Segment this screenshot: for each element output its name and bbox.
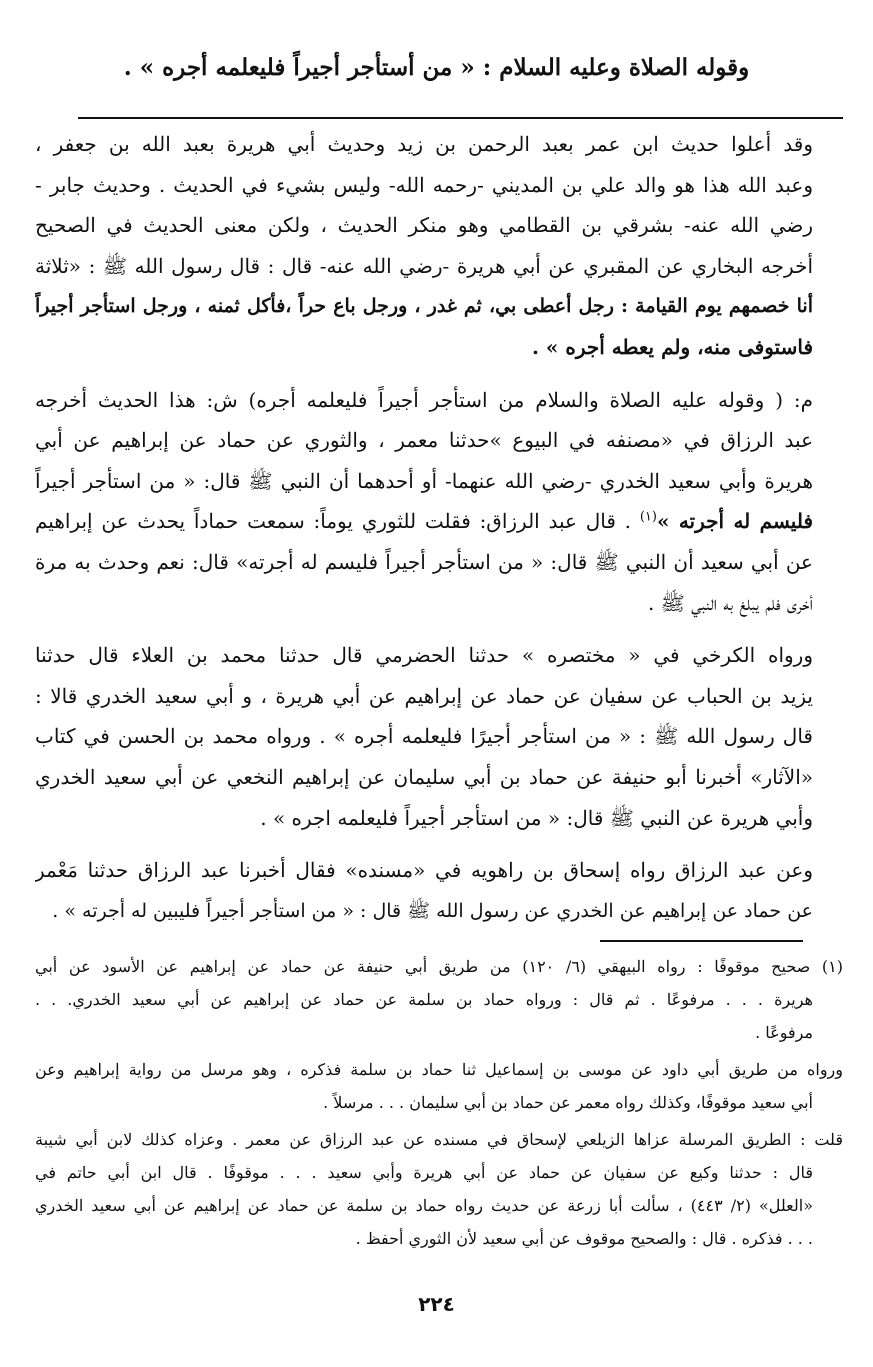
- footnote-line: «العلل» (٢/ ٤٤٣) ، سألت أبا زرعة عن حديث رواه حماد بن سلمة عن حماد عن إبراهيم عن أبي سعيد الخدري: [35, 1196, 813, 1215]
- footnote-line: قال : حدثنا وكيع عن سفيان عن حماد عن أبي هريرة وأبي سعيد . . . موقوفًا . قال ابن أبي حاتم في: [35, 1163, 813, 1182]
- text-segment: . قال عبد الرزاق: فقلت للثوري يوماً: سمعت حماداً يحدث عن إبراهيم: [35, 509, 640, 534]
- text-line: أخرجه البخاري عن المقبري عن أبي هريرة -رضي الله عنه- قال : قال رسول الله ﷺ : «ثلاثة: [35, 253, 813, 278]
- text-line: ورواه الكرخي في « مختصره » حدثنا الحضرمي قال حدثنا محمد بن العلاء قال حدثنا: [35, 643, 813, 668]
- hadith-quote-line: فاستوفى منه، ولم يعطه أجره » .: [531, 334, 813, 359]
- text-line: عن أبي سعيد أن النبي ﷺ قال: « من استأجر أجيراً فليسم له أجرته» قال: نعم وحدث به مرة: [35, 549, 813, 574]
- footnote-1: [35, 950, 843, 1049]
- footnote-line: هريرة . . . مرفوعًا . ثم قال : ورواه حماد بن سلمة عن حماد عن إبراهيم عن أبي سعيد الخدري. . .: [35, 990, 813, 1009]
- footnote-line: (١) صحيح موقوفًا : رواه البيهقي (٦/ ١٢٠) من طريق أبي حنيفة عن حماد عن إبراهيم عن الأسود عن أبي: [35, 957, 843, 976]
- paragraph-2: [35, 380, 813, 624]
- header-divider: [78, 117, 843, 119]
- footnote-reference: (١): [639, 509, 657, 525]
- text-line: م: ( وقوله عليه الصلاة والسلام من استأجر أجيراً فليعلمه أجره) ش: هذا الحديث أخرجه: [35, 387, 813, 412]
- text-line: «الآثار» أخبرنا أبو حنيفة عن حماد بن أبي سليمان عن إبراهيم النخعي عن أبي سعيد الخدري: [35, 764, 813, 789]
- hadith-quote-line: أنا خصمهم يوم القيامة : رجل أعطى بي، ثم غدر ، ورجل باع حراً ،فأكل ثمنه ، ورجل استأجر أجيراً: [35, 295, 813, 318]
- hadith-quote: فليسم له أجرته »: [656, 509, 813, 534]
- text-line: عبد الرزاق في «مصنفه في البيوع »حدثنا معمر ، والثوري عن حماد عن إبراهيم عن أبي: [35, 428, 813, 453]
- text-line: رضي الله عنه- بشرقي بن القطامي وهو منكر الحديث ، ولكن معنى الحديث في الصحيح: [35, 213, 813, 238]
- text-line: وعن عبد الرزاق رواه إسحاق بن راهويه في «مسنده» فقال أخبرنا عبد الرزاق حدثنا مَعْمر: [35, 858, 813, 883]
- footnote-continuation: [35, 1053, 843, 1119]
- footnote-line: . . . فذكره . قال : والصحيح موقوف عن أبي سعيد لأن الثوري أحفظ .: [355, 1229, 813, 1248]
- text-line: [35, 501, 813, 542]
- text-line: يزيد بن الحباب عن سفيان عن حماد عن إبراهيم عن أبي هريرة ، و أبي سعيد الخدري قالا :: [35, 683, 813, 708]
- footnote-note: [35, 1123, 843, 1255]
- paragraph-4: [35, 850, 813, 931]
- header-title: وقوله الصلاة وعليه السلام : « من أستأجر أجيراً فليعلمه أجره » .: [123, 54, 750, 81]
- text-line: وعبد الله هذا هو والد علي بن المديني -رحمه الله- وليس بشيء في الحديث . وحديث جابر -: [35, 172, 813, 197]
- text-line: هريرة وأبي سعيد الخدري -رضي الله عنهما- أو أحدهما أن النبي ﷺ قال: « من استأجر أجيراً: [35, 468, 813, 493]
- page-number: ٢٢٤: [418, 1292, 455, 1316]
- footnote-line: قلت : الطريق المرسلة عزاها الزيلعي لإسحاق في مسنده عن عبد الرزاق عن معمر . وعزاه كذلك لابن أبي شيبة: [35, 1130, 843, 1149]
- text-line: وأبي هريرة عن النبي ﷺ قال: « من استأجر أجيراً فليعلمه اجره » .: [260, 805, 813, 830]
- footnote-line: ورواه من طريق أبي داود عن موسى بن إسماعيل ثنا حماد بن سلمة فذكره ، وهو مرسل من رواية إبراهيم وعن: [35, 1060, 843, 1079]
- footnotes: [35, 950, 843, 1255]
- text-line: وقد أعلوا حديث ابن عمر بعبد الرحمن بن زيد وحديث أبي هريرة بعبد الله بن جعفر ،: [35, 132, 813, 156]
- page-header: [70, 46, 803, 90]
- main-text: [35, 124, 813, 931]
- footnote-line: مرفوعًا .: [755, 1023, 813, 1042]
- footnote-divider: [600, 940, 803, 942]
- text-line: قال رسول الله ﷺ : « من استأجر أجيرًا فليعلمه أجره » . ورواه محمد بن الحسن في كتاب: [35, 724, 813, 749]
- text-line: أخرى فلم يبلغ به النبي ﷺ .: [647, 590, 813, 615]
- paragraph-3: [35, 635, 813, 838]
- footnote-line: أبي سعيد موقوفًا، وكذلك رواه معمر عن حماد بن أبي سليمان . . . مرسلاً .: [323, 1093, 813, 1112]
- paragraph-1: [35, 124, 813, 368]
- text-line: عن حماد عن إبراهيم عن الخدري عن رسول الله ﷺ قال : « من استأجر أجيراً فليبين له أجرته » .: [52, 899, 813, 922]
